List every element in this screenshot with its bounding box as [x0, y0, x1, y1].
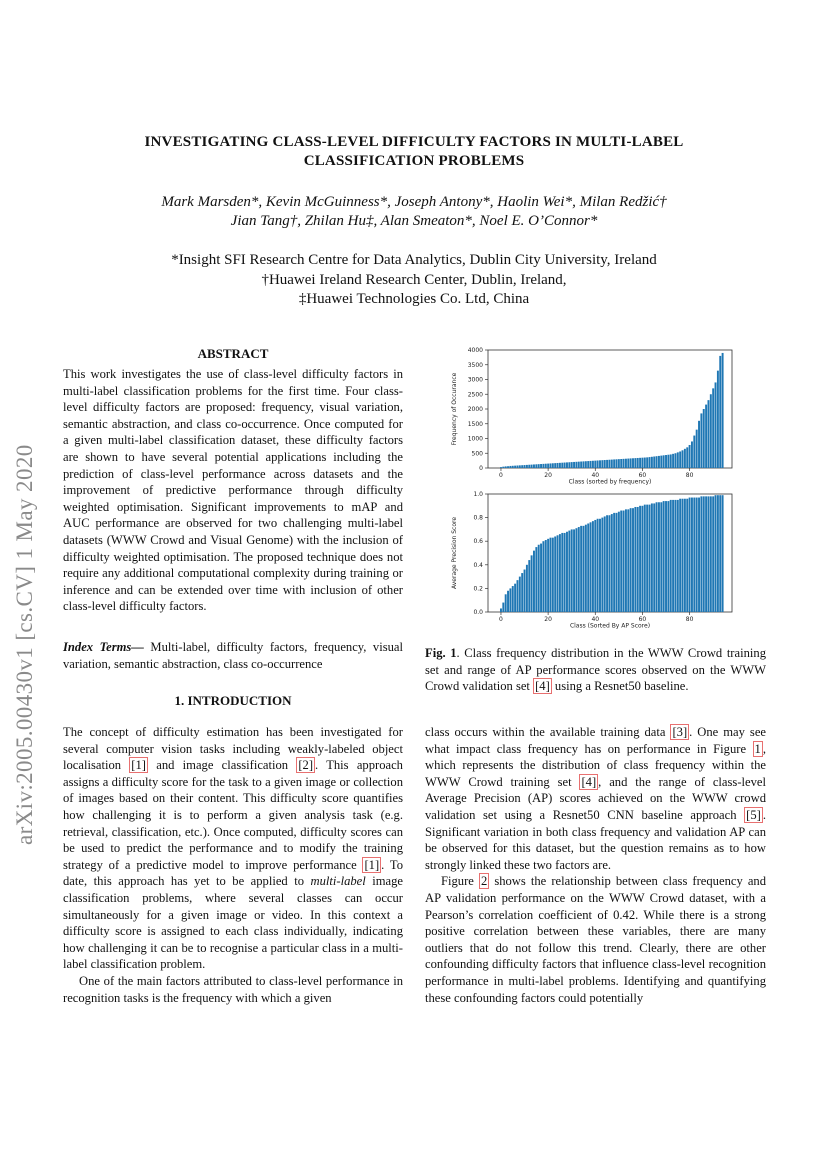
bar: [672, 454, 674, 468]
bar: [625, 459, 627, 468]
text-run: and image classification: [147, 758, 297, 773]
bar: [627, 509, 629, 612]
bar: [604, 516, 606, 612]
bar: [649, 505, 651, 612]
bar: [674, 453, 676, 468]
text-run: shows the relationship between class frequency and AP validation performance on the WWW Crowd dataset, with a Pearson’s correlation coefficient of 0.42. While there is a strong positive correlation between these variables, there are many outliers that do not follow this trend. Clearly, there are other confounding difficulty factors that influence class-level recognition performance in multi-label problems. Identifying and quantifying these confounding factors could potentially: [425, 874, 766, 1005]
bar: [597, 519, 599, 612]
bar: [644, 505, 646, 612]
text-run: class occurs within the available training data: [425, 725, 671, 739]
bar: [663, 501, 665, 612]
citation-link[interactable]: [3]: [672, 725, 688, 739]
y-tick-label: 0.0: [473, 609, 483, 616]
bar: [634, 458, 636, 468]
bar: [608, 460, 610, 468]
bar: [677, 452, 679, 468]
bar: [592, 521, 594, 612]
bar: [639, 506, 641, 612]
authors-line-1: Mark Marsden*, Kevin McGuinness*, Joseph Antony*, Haolin Wei*, Milan Redžić†: [161, 194, 667, 210]
bar: [559, 463, 561, 468]
bar: [566, 532, 568, 612]
bar: [632, 458, 634, 468]
bar: [700, 496, 702, 612]
y-axis-label: Average Precision Score: [451, 516, 458, 590]
bar: [611, 514, 613, 612]
bar: [682, 499, 684, 612]
x-tick-label: 20: [544, 472, 552, 479]
bar: [585, 461, 587, 468]
bar: [590, 522, 592, 612]
figure-label: Fig. 1: [425, 646, 457, 660]
bar: [606, 515, 608, 612]
bar: [594, 520, 596, 612]
bar: [651, 503, 653, 612]
bar: [573, 529, 575, 612]
bar: [715, 382, 717, 468]
bar: [656, 502, 658, 612]
bar: [665, 455, 667, 468]
citation-link[interactable]: [1]: [131, 758, 146, 773]
bar: [505, 466, 507, 468]
bar: [679, 451, 681, 468]
bar: [686, 499, 688, 612]
bar: [575, 528, 577, 612]
intro-paragraph-3: [425, 724, 766, 873]
bar: [554, 536, 556, 612]
bar: [568, 531, 570, 612]
affiliation-3: ‡Huawei Technologies Co. Ltd, China: [298, 291, 530, 307]
bar: [531, 465, 533, 468]
bar: [707, 496, 709, 612]
citation-link[interactable]: [2]: [298, 758, 314, 773]
bar: [705, 496, 707, 612]
y-tick-label: 0.4: [473, 561, 483, 569]
bar: [620, 511, 622, 612]
text-run: , which represents the distribution of class frequency within the WWW Crowd training set: [425, 741, 766, 789]
y-tick-label: 1000: [467, 435, 483, 443]
bar: [696, 430, 698, 468]
title-line-2: CLASSIFICATION PROBLEMS: [303, 153, 525, 169]
bar: [686, 447, 688, 468]
bar: [660, 502, 662, 612]
bar: [616, 513, 618, 612]
bar: [623, 511, 625, 612]
bar: [540, 544, 542, 612]
bar: [550, 463, 552, 468]
bar: [505, 594, 507, 612]
bar: [639, 458, 641, 468]
bar: [575, 462, 577, 468]
intro-heading: 1. INTRODUCTION: [174, 693, 292, 708]
bar: [507, 466, 509, 468]
bar: [689, 445, 691, 468]
bar: [502, 603, 504, 612]
bar: [542, 464, 544, 468]
bar: [580, 462, 582, 468]
bar: [715, 495, 717, 612]
bar: [519, 465, 521, 468]
bar: [587, 461, 589, 468]
bar: [646, 505, 648, 612]
bar: [578, 527, 580, 612]
bar: [559, 534, 561, 612]
bar: [620, 459, 622, 468]
bar: [545, 540, 547, 612]
bar: [601, 518, 603, 612]
arxiv-stamp: arXiv:2005.00430v1 [cs.CV] 1 May 2020: [12, 444, 37, 845]
text-run: . One may see what impact class frequency has on performance in Figure: [425, 725, 767, 756]
bar: [672, 500, 674, 612]
bar: [691, 441, 693, 468]
bar: [623, 459, 625, 468]
bar: [710, 394, 712, 468]
x-axis-label: Class (sorted by frequency): [568, 478, 652, 485]
bar: [684, 449, 686, 468]
bar: [526, 565, 528, 612]
bar: [552, 463, 554, 468]
bar: [649, 457, 651, 468]
bar: [677, 500, 679, 612]
bar: [646, 457, 648, 468]
bar: [691, 498, 693, 612]
bar: [616, 459, 618, 468]
bar: [531, 555, 533, 612]
bar: [641, 458, 643, 468]
bar: [585, 525, 587, 612]
citation-link[interactable]: [5]: [746, 807, 761, 822]
bar: [583, 461, 585, 468]
class-frequency-chart: [420, 340, 740, 485]
affiliation-2: †Huawei Ireland Research Center, Dublin, Ireland,: [261, 271, 567, 288]
y-tick-label: 500: [471, 450, 483, 458]
bar: [611, 460, 613, 468]
bar: [524, 570, 526, 612]
y-tick-label: 0.6: [473, 538, 483, 546]
bar: [660, 456, 662, 468]
bar: [528, 465, 530, 468]
bar: [698, 498, 700, 612]
x-axis-label: Class (Sorted By AP Score): [569, 622, 651, 629]
intro-column-right: [425, 724, 766, 1006]
bar: [682, 450, 684, 468]
y-tick-label: 0.2: [473, 585, 483, 593]
bar: [512, 466, 514, 468]
bar: [554, 463, 556, 468]
y-tick-label: 0.8: [473, 514, 483, 522]
bar: [552, 538, 554, 612]
bar: [722, 495, 724, 612]
bar: [547, 539, 549, 612]
bar: [601, 460, 603, 468]
bar: [594, 461, 596, 468]
bar: [561, 463, 563, 468]
bar: [599, 519, 601, 612]
bar: [564, 533, 566, 612]
authors-line-2: Jian Tang†, Zhilan Hu‡, Alan Smeaton*, Noel E. O’Connor*: [230, 213, 598, 229]
y-tick-label: 2000: [467, 406, 483, 413]
bar: [564, 463, 566, 468]
index-terms-label: Index Terms—: [63, 640, 144, 654]
bar: [517, 580, 519, 612]
bar: [674, 500, 676, 612]
bar: [689, 498, 691, 612]
bar: [533, 551, 535, 612]
affiliation-1: *Insight SFI Research Centre for Data Analytics, Dublin City University, Ireland: [171, 252, 657, 268]
bar: [705, 405, 707, 468]
bar: [517, 465, 519, 468]
bar: [670, 500, 672, 612]
y-axis-label: Frequency of Occurance: [451, 372, 458, 446]
bar: [519, 577, 521, 612]
bar: [618, 459, 620, 468]
bar: [512, 586, 514, 612]
bar: [707, 400, 709, 468]
text-run: The concept of difficulty estimation has been investigated for several computer vision tasks including weakly-labeled object localisation: [63, 725, 403, 773]
bar: [521, 573, 523, 612]
index-terms: [63, 639, 403, 672]
bar: [507, 591, 509, 612]
text-run: image classification problems, where several classes can occur simultaneously for a given image or video. In this context a difficulty score is assigned to each class individually, indicating how challenging it can be to recognise a particular class in a multi-label classification problem.: [63, 874, 403, 972]
bar: [656, 456, 658, 468]
bar: [580, 526, 582, 612]
bar: [637, 458, 639, 468]
x-tick-label: 0: [499, 472, 503, 479]
bar: [535, 547, 537, 612]
intro-paragraph-4: [425, 873, 766, 1006]
x-tick-label: 40: [591, 616, 600, 623]
bar: [653, 503, 655, 612]
bar: [717, 495, 719, 612]
bar: [667, 455, 669, 468]
bar: [722, 353, 724, 468]
bar: [641, 506, 643, 612]
bar: [557, 535, 559, 612]
citation-link[interactable]: [4]: [581, 774, 597, 789]
bar: [696, 498, 698, 612]
paper-title: [100, 133, 728, 171]
x-tick-label: 80: [685, 616, 694, 623]
bar: [658, 456, 660, 468]
bar: [502, 467, 504, 468]
bar: [698, 421, 700, 468]
bar: [566, 462, 568, 468]
bar: [719, 356, 721, 468]
plot-frame: [488, 350, 732, 468]
y-tick-label: 3000: [467, 376, 483, 384]
bar: [663, 455, 665, 468]
bar: [644, 458, 646, 468]
bar: [679, 499, 681, 612]
bar: [599, 460, 601, 468]
bar: [627, 459, 629, 468]
figure-link[interactable]: 1: [754, 741, 761, 756]
figure-caption: [425, 645, 766, 695]
bar: [630, 508, 632, 612]
x-tick-label: 60: [638, 472, 647, 479]
bar: [514, 584, 516, 612]
affiliations: [90, 251, 738, 310]
bar: [710, 496, 712, 612]
bar: [618, 512, 620, 612]
intro-column-left: [63, 724, 403, 1006]
y-tick-label: 4000: [467, 347, 483, 354]
text-run: using a Resnet50 baseline.: [551, 679, 689, 694]
text-run: , and the range of class-level Average Precision (AP) scores achieved on the WWW crowd validation set using a Resnet50 CNN baseline approach: [425, 774, 766, 822]
title-line-1: INVESTIGATING CLASS-LEVEL DIFFICULTY FACTORS IN MULTI-LABEL: [144, 134, 684, 150]
bar: [550, 538, 552, 612]
bar: [540, 464, 542, 468]
bar: [608, 515, 610, 612]
bar: [545, 464, 547, 468]
x-tick-label: 80: [685, 472, 694, 479]
bar: [665, 501, 667, 612]
bar: [630, 458, 632, 468]
x-tick-label: 40: [591, 472, 600, 479]
ap-score-chart: [420, 484, 740, 629]
bar: [568, 462, 570, 468]
text-run: . This approach assigns a difficulty score for the task to a given image or collection of images based on their content. This difficulty score quantifies how challenging it is to perform a given analysis task (e.g. retrieval, classification, etc.). Once computed, difficulty scores can be used to predict the performance and to modify the training strategy of a predictive model to improve performance: [63, 758, 403, 872]
bar: [703, 409, 705, 468]
bar: [693, 498, 695, 612]
bar: [557, 463, 559, 468]
x-tick-label: 20: [544, 616, 552, 623]
bar: [700, 413, 702, 468]
text-run: . Significant variation in both class frequency and validation AP can be observed for this dataset, but the question remains as to how strongly linked these two factors are.: [425, 807, 766, 872]
bar: [719, 495, 721, 612]
index-terms-text: Multi-label, difficulty factors, frequency, visual variation, semantic abstraction, class co-occurrence: [63, 640, 403, 671]
bar: [571, 462, 573, 468]
bar: [524, 465, 526, 468]
bar: [590, 461, 592, 468]
bar: [703, 496, 705, 612]
bar: [528, 560, 530, 612]
bar: [509, 466, 511, 468]
intro-paragraph-1: [63, 724, 403, 973]
bar: [542, 541, 544, 612]
intro-paragraph-2: One of the main factors attributed to class-level performance in recognition tasks is the frequency with which a given: [63, 973, 403, 1005]
bar: [561, 533, 563, 612]
bar: [634, 507, 636, 612]
bar: [521, 465, 523, 468]
bar: [500, 608, 502, 612]
bar: [693, 436, 695, 468]
bar: [573, 462, 575, 468]
bar: [583, 526, 585, 612]
bar: [653, 457, 655, 469]
text-run: . To date, this approach has yet to be applied to: [63, 857, 403, 889]
bar: [712, 496, 714, 612]
bar: [533, 464, 535, 468]
bar: [592, 461, 594, 468]
bar: [538, 545, 540, 612]
bar: [535, 464, 537, 468]
bar: [651, 457, 653, 468]
figure-link[interactable]: 2: [480, 874, 488, 889]
bar: [632, 508, 634, 612]
y-tick-label: 2500: [467, 391, 483, 399]
y-tick-label: 3500: [467, 361, 483, 369]
bar: [670, 454, 672, 468]
bar: [613, 459, 615, 468]
bar: [712, 388, 714, 468]
y-tick-label: 1500: [467, 420, 483, 428]
bar: [604, 460, 606, 468]
bar: [514, 466, 516, 468]
bar: [684, 499, 686, 612]
abstract-heading: ABSTRACT: [197, 346, 269, 361]
emphasis-text: multi-label: [310, 874, 366, 889]
bar: [717, 371, 719, 468]
bar: [587, 524, 589, 613]
bar: [578, 462, 580, 468]
text-run: . Class frequency distribution in the WWW Crowd training set and range of AP performance scores observed on the WWW Crowd validation set: [425, 646, 766, 694]
bar: [637, 507, 639, 612]
author-list: [90, 193, 738, 231]
bar: [667, 501, 669, 612]
abstract-text: This work investigates the use of class-level difficulty factors in multi-label classification problems for the first time. Four class-level difficulty factors are proposed: frequency, visual variation, semantic abstraction, and class co-occurrence. Once computed for a given multi-label classification dataset, these difficulty factors are shown to have several potential applications including the prediction of class-level performance across datasets and the improvement of predictive performance through difficulty weighted optimisation. Significant improvements to mAP and AUC performance are observed for two challenging multi-label datasets (WWW Crowd and Visual Genome) with the inclusion of difficulty weighted optimisation. The proposed technique does not require any additional computational complexity during training or inference and can be extended over time with inclusion of other class-level difficulty factors.: [63, 367, 403, 614]
x-tick-label: 0: [499, 616, 503, 623]
bar: [613, 513, 615, 612]
y-tick-label: 0: [479, 465, 483, 472]
bar: [606, 460, 608, 468]
x-tick-label: 60: [638, 616, 647, 623]
y-tick-label: 1.0: [473, 491, 483, 498]
citation-link[interactable]: [1]: [364, 857, 380, 872]
bar: [625, 509, 627, 612]
bar: [509, 588, 511, 612]
text-run: Figure: [441, 874, 479, 889]
bar: [526, 465, 528, 468]
bar: [500, 467, 502, 468]
bar: [538, 464, 540, 468]
bar: [597, 460, 599, 468]
bar: [571, 529, 573, 612]
bar: [658, 502, 660, 612]
citation-link[interactable]: [4]: [535, 679, 550, 694]
bar: [547, 464, 549, 468]
